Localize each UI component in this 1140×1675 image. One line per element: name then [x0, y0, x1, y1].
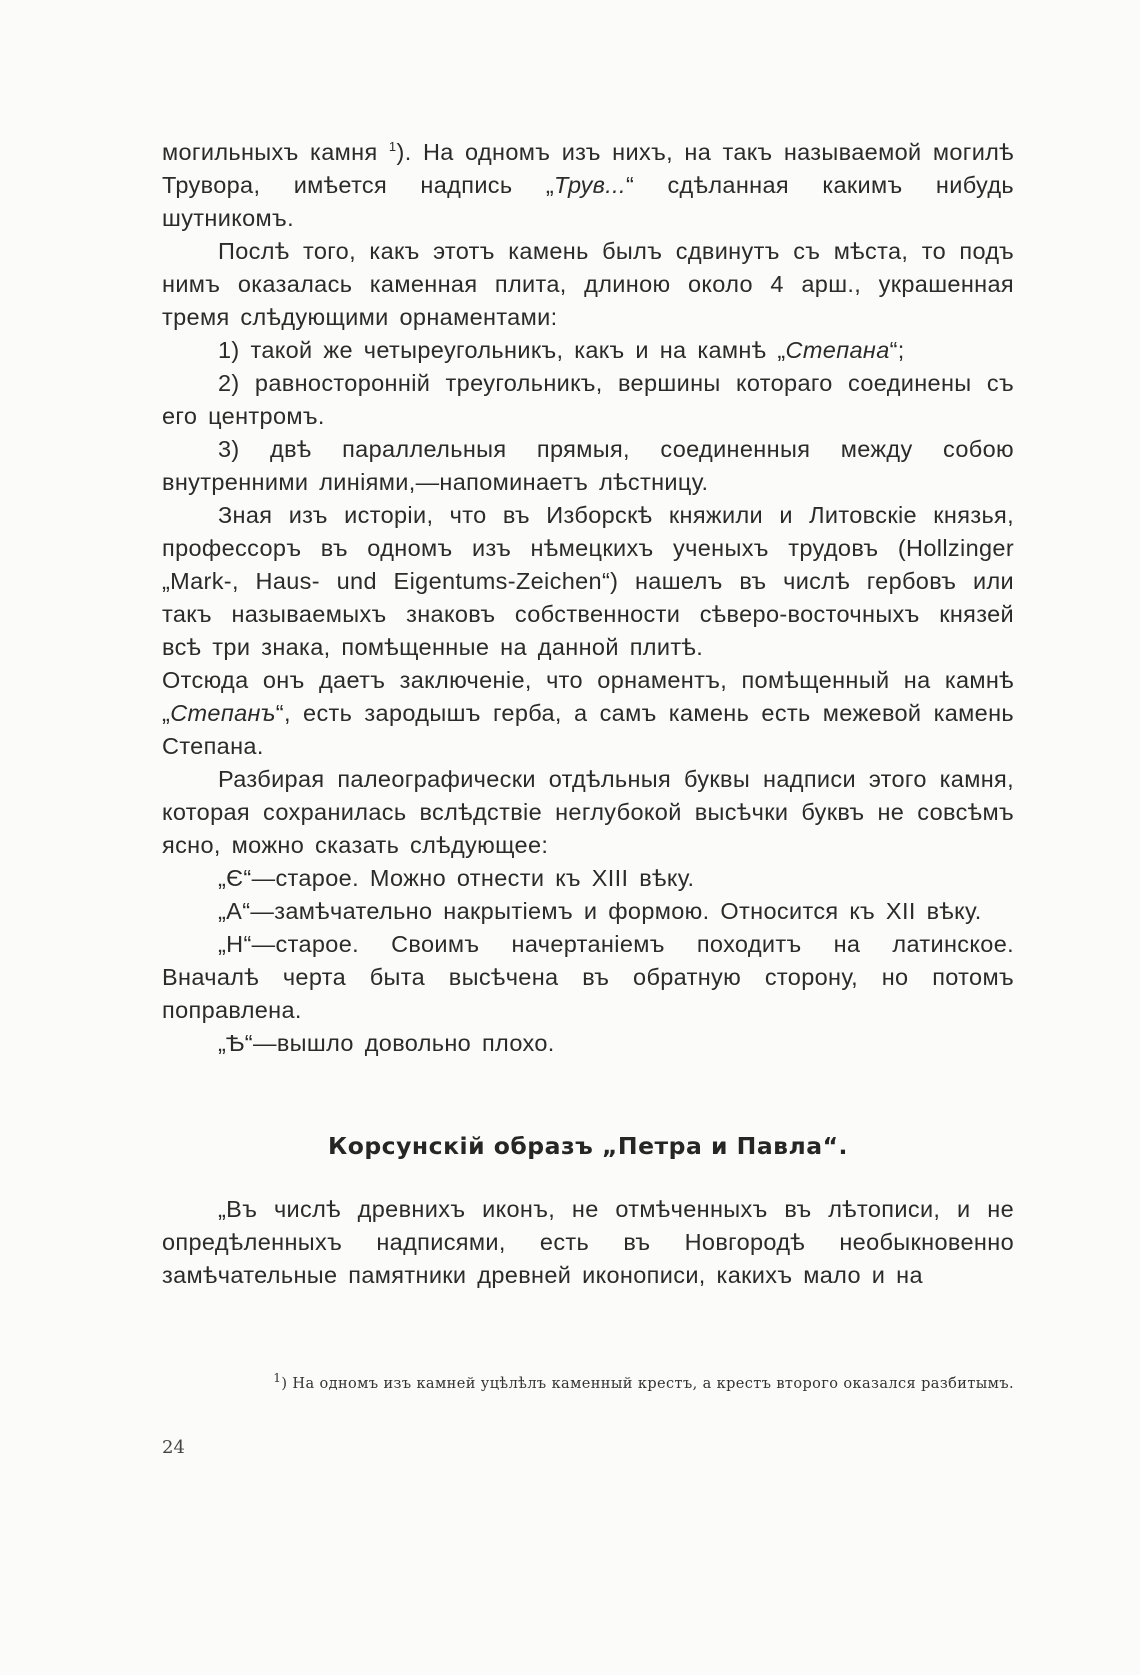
section-heading: Корсунскій образъ „Петра и Павла“. [328, 1132, 848, 1160]
paragraph: „Н“—старое. Своимъ начертаніемъ походитъ на латинское. Вначалѣ черта быта высѣчена въ обратную сторону, но потомъ поправлена. [162, 931, 1014, 1023]
paragraph: Отсюда онъ даетъ заключеніе, что орнаментъ, помѣщенный на камнѣ „Степанъ“, есть зародышъ герба, а самъ камень есть межевой камень Степана. [162, 667, 1014, 759]
paragraph: Послѣ того, какъ этотъ камень былъ сдвинутъ съ мѣста, то подъ нимъ оказалась каменная плита, длиною около 4 арш., украшенная тремя слѣдующими орнаментами: [162, 238, 1014, 330]
paragraph: „Въ числѣ древнихъ иконъ, не отмѣченныхъ въ лѣтописи, и не опредѣленныхъ надписями, есть въ Новгородѣ необыкновенно замѣчательные памятники древней иконописи, какихъ мало и на [162, 1196, 1014, 1288]
paragraph: 3) двѣ параллельныя прямыя, соединенныя между собою внутренними линіями,—напоминаетъ лѣстницу. [162, 436, 1014, 495]
name-italic: Степана [785, 337, 890, 363]
footnote-marker: 1 [273, 1371, 282, 1385]
paragraph: Зная изъ исторіи, что въ Изборскѣ княжили и Литовскіе князья, профессоръ въ одномъ изъ нѣмецкихъ ученыхъ трудовъ (Hollzinger „Mark-, Haus- und Eigentums-Zeichen“) нашелъ въ числѣ гербовъ или такъ называемыхъ знаковъ собственности сѣверо-восточныхъ князей всѣ три знака, помѣщенные на данной плитѣ. [162, 502, 1014, 660]
paragraph: 1) такой же четыреугольникъ, какъ и на камнѣ „Степана“; [218, 337, 905, 363]
paragraph: могильныхъ камня $^1$). На одномъ изъ нихъ, на такъ называемой могилѣ Трувора, имѣется надпись „Трув...“ сдѣланная какимъ нибудь шутникомъ. [162, 139, 1014, 231]
footnote-ref: 1 [388, 139, 397, 155]
paragraph: „А“—замѣчательно накрытіемъ и формою. Относится къ XII вѣку. [218, 898, 982, 924]
footnote: $^1$) На одномъ изъ камней уцѣлѣлъ каменный крестъ, а крестъ второго оказался разбитымъ. [273, 1371, 1014, 1392]
paragraph: 2) равносторонній треугольникъ, вершины котораго соединены съ его центромъ. [162, 370, 1014, 429]
paragraph: „Ѣ“—вышло довольно плохо. [218, 1030, 555, 1056]
paragraph: Разбирая палеографически отдѣльныя буквы надписи этого камня, которая сохранилась вслѣдствіе неглубокой высѣчки буквъ не совсѣмъ ясно, можно сказать слѣдующее: [162, 766, 1014, 858]
paragraph: „Є“—старое. Можно отнести къ XIII вѣку. [218, 865, 695, 891]
name-italic: Степанъ [170, 700, 276, 726]
inscription-italic: Трув... [554, 172, 626, 198]
page-body [162, 136, 1014, 1292]
page-number: 24 [162, 1437, 185, 1458]
